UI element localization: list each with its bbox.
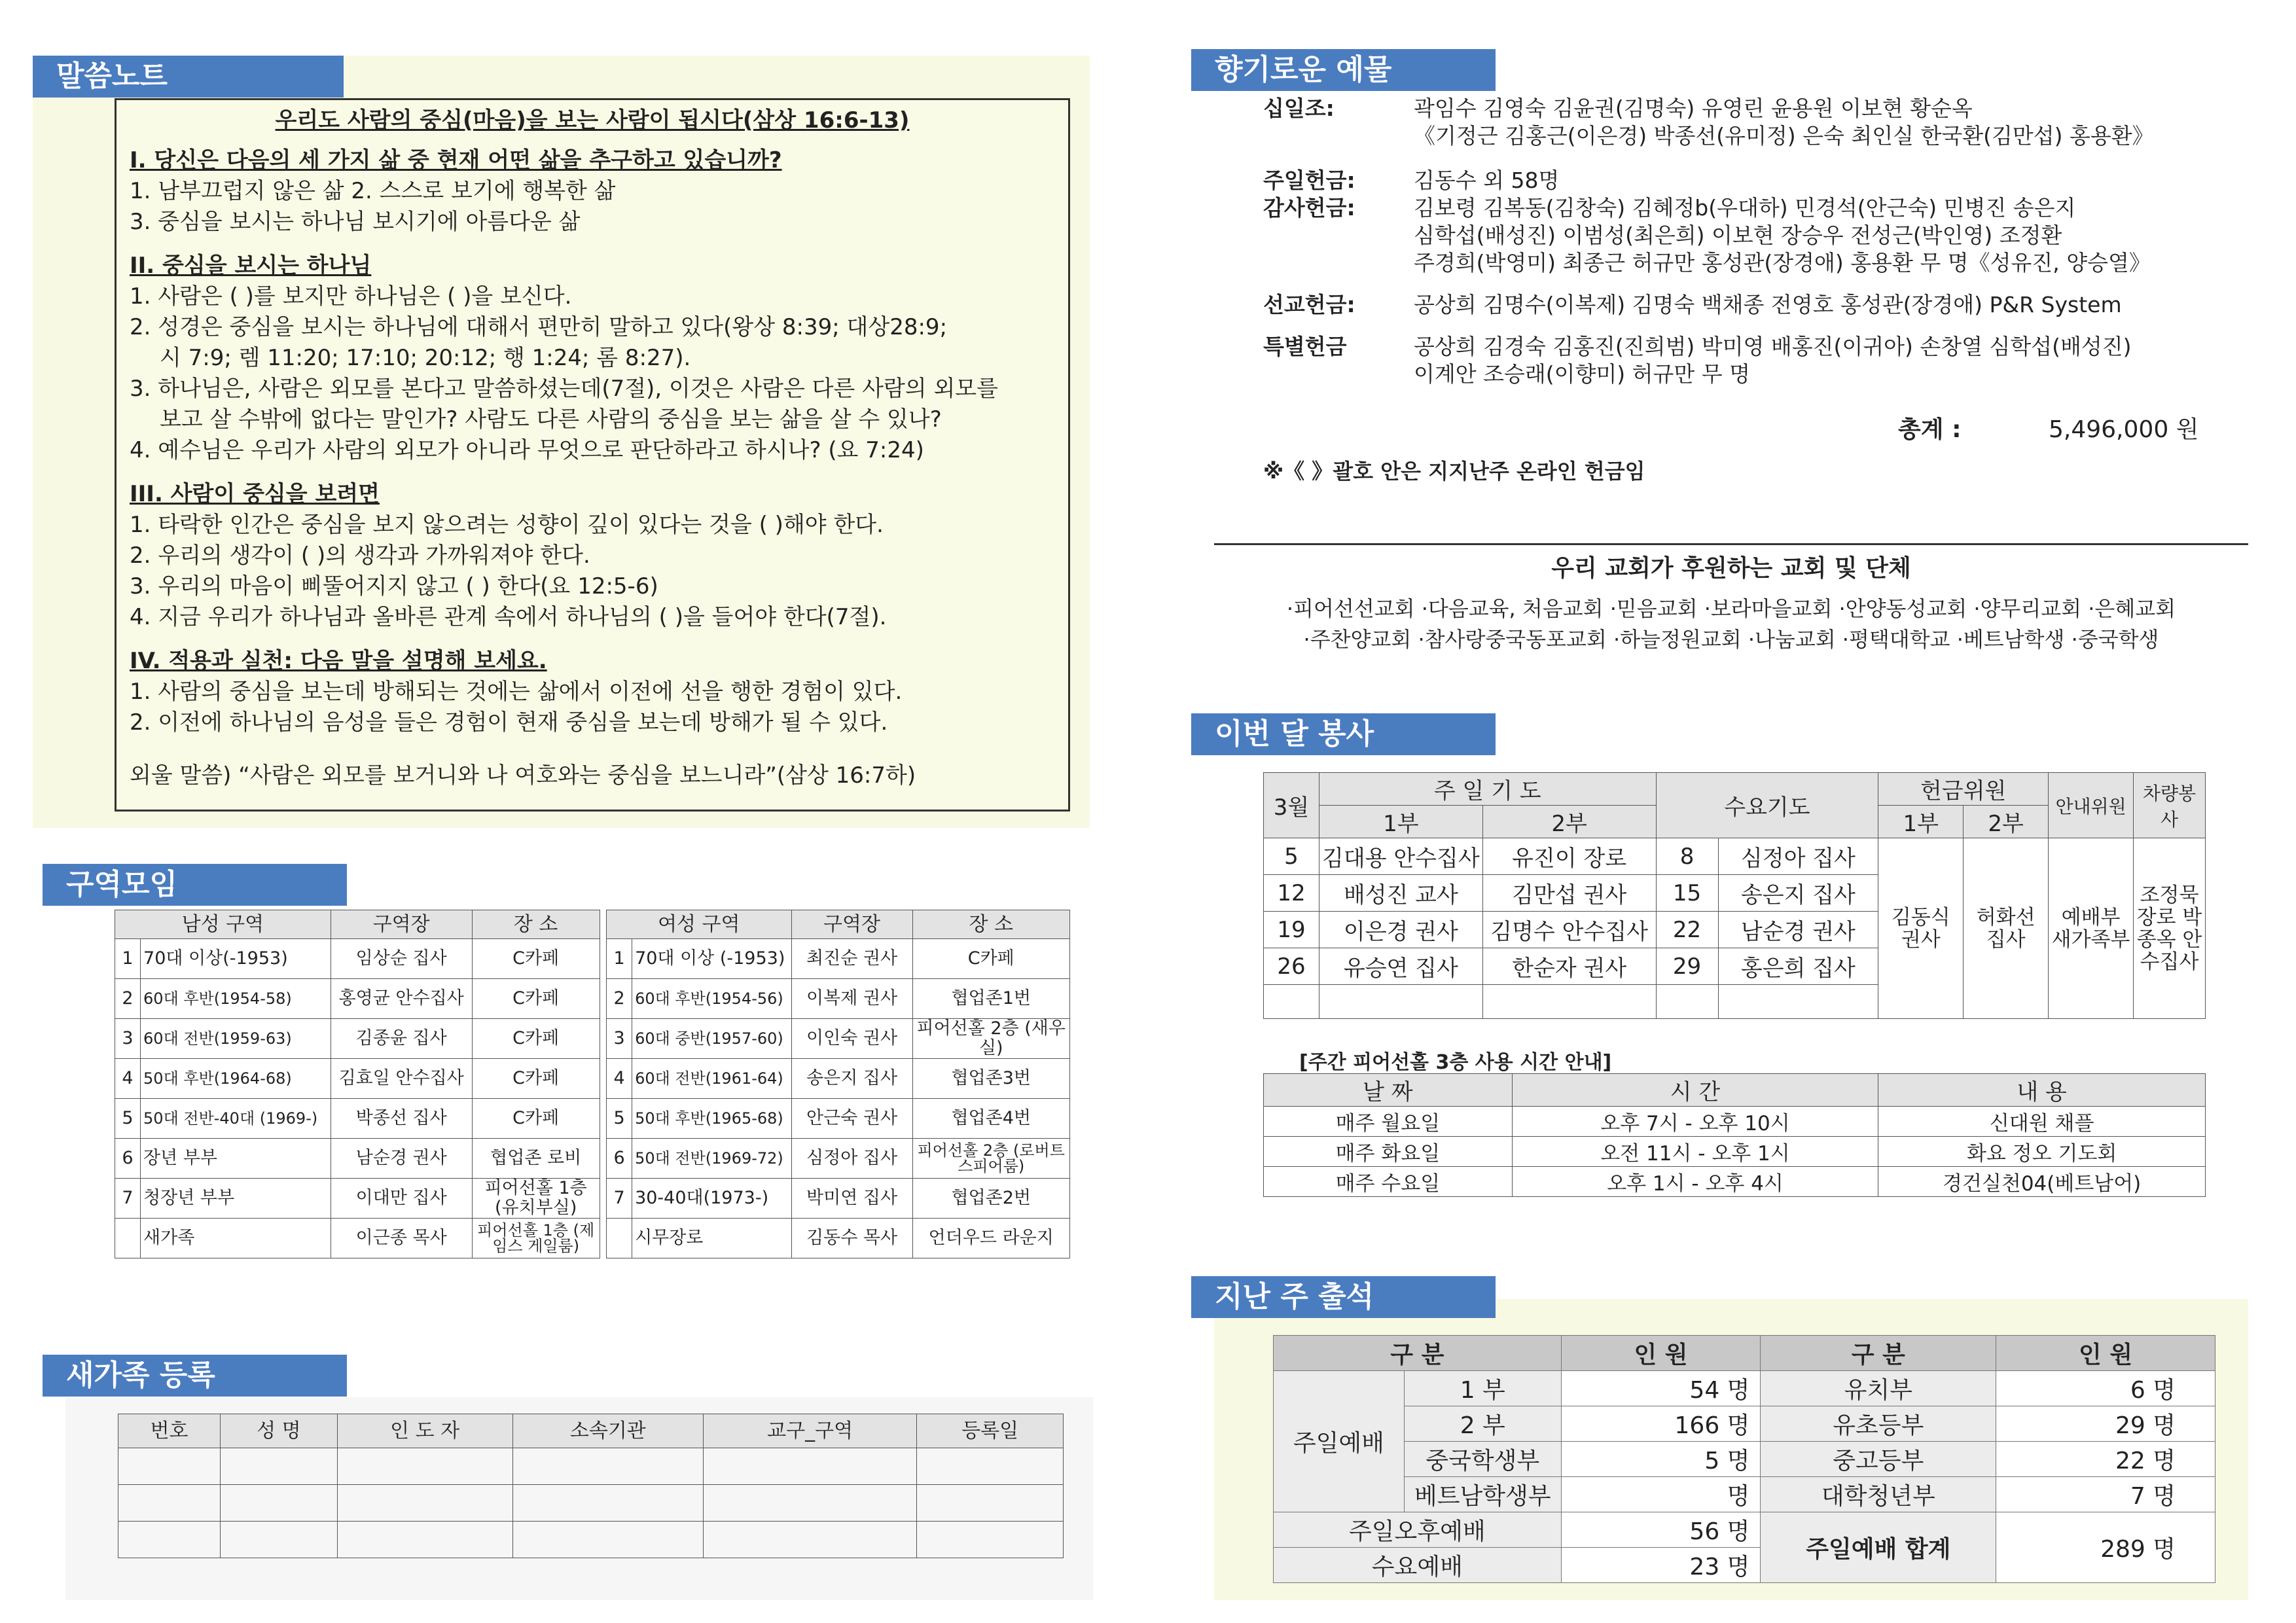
offering-label: 감사헌금:: [1263, 195, 1355, 221]
district-cell: 60대 중반(1957-60): [632, 1019, 792, 1059]
row-number: 4: [115, 1059, 141, 1099]
district-cell: 60대 후반(1954-58): [141, 979, 331, 1019]
sermon-line: 시 7:9; 렘 11:20; 17:10; 20:12; 행 1:24; 롬 8:27).: [160, 345, 691, 371]
offering-header: 향기로운 예물: [1191, 49, 1496, 91]
district-cell: 50대 후반(1964-68): [141, 1059, 331, 1099]
district-cell: 이복제 권사: [791, 979, 912, 1019]
row-number: 1: [115, 939, 141, 979]
attendance-header: 지난 주 출석: [1191, 1276, 1496, 1318]
att-label: 베트남학생부: [1404, 1477, 1561, 1512]
offering-row: [1263, 194, 2245, 277]
hall-row: [1264, 1137, 2206, 1167]
col-header: 1부: [1319, 806, 1482, 838]
attendance-table-wrap: [1273, 1335, 2215, 1583]
district-cell: C카페: [472, 1099, 600, 1139]
district-cell: 최진순 권사: [791, 939, 912, 979]
district-cell: 이대만 집사: [331, 1179, 472, 1219]
district-row: [115, 939, 1070, 979]
district-cell: 협업존4번: [912, 1099, 1070, 1139]
col-header: 내 용: [1878, 1074, 2206, 1107]
hall-time: 오후 7시 - 오후 10시: [1512, 1107, 1878, 1137]
newfamily-header: 새가족 등록: [43, 1355, 347, 1397]
support-line: ·피어선선교회 ·다음교육, 처음교회 ·믿음교회 ·보라마을교회 ·안양동성교회 ·양무리교회 ·은혜교회: [1286, 596, 2176, 621]
table-gap: [600, 979, 606, 1019]
sunday-service-label: 주일예배: [1274, 1371, 1405, 1512]
district-cell: 장년 부부: [141, 1139, 331, 1179]
col-header: 날 짜: [1264, 1074, 1513, 1107]
offering-row: [1263, 167, 2245, 194]
row-number: 4: [607, 1059, 632, 1099]
service-row: [1264, 838, 2206, 875]
hall-row: [1264, 1167, 2206, 1197]
district-table-wrap: [115, 910, 1070, 1258]
offering-names: 《기정근 김홍근(이은경) 박종선(유미정) 은숙 최인실 한국환(김만섭) 홍용환》: [1414, 123, 2154, 149]
service-table-wrap: [1263, 772, 2206, 1019]
row-number: 6: [607, 1139, 632, 1179]
district-row: [115, 1139, 1070, 1179]
col-header: 수요기도: [1656, 773, 1878, 838]
offering-names: 주경희(박영미) 최종근 허규만 홍성관(장경애) 홍용환 무 명《성유진, 양승열》: [1414, 250, 2151, 276]
district-row: [115, 1059, 1070, 1099]
row-number: 3: [115, 1019, 141, 1059]
name: 유승연 집사: [1319, 948, 1482, 985]
district-row: [115, 1219, 1070, 1258]
row-number: 1: [607, 939, 632, 979]
date: 26: [1264, 948, 1319, 985]
support-title: 우리 교회가 후원하는 교회 및 단체: [1551, 555, 1911, 582]
date: 12: [1264, 875, 1319, 912]
col-header: 인 원: [1561, 1336, 1761, 1371]
date: 5: [1264, 838, 1319, 875]
sermon-line: 1. 타락한 인간은 중심을 보지 않으려는 성향이 깊이 있다는 것을 ( )해야 한다.: [130, 512, 884, 538]
date: 29: [1656, 948, 1718, 985]
empty-row: [118, 1448, 1064, 1485]
row-number: 2: [115, 979, 141, 1019]
att-total-label: 주일예배 합계: [1761, 1512, 1996, 1583]
col-header: 등록일: [917, 1414, 1064, 1448]
name: 심정아 집사: [1718, 838, 1878, 875]
offering-names: 공상희 김경숙 김홍진(진희범) 박미영 배홍진(이귀아) 손창열 심학섭(배성진): [1414, 334, 2132, 359]
hall-row: [1264, 1107, 2206, 1137]
sermon-line: 1. 사람의 중심을 보는데 방해되는 것에는 삶에서 이전에 선을 행한 경험이 있다.: [130, 679, 903, 705]
col-header: 구 분: [1274, 1336, 1562, 1371]
district-row: [115, 1179, 1070, 1219]
name: 송은지 집사: [1718, 875, 1878, 912]
district-row: [115, 1019, 1070, 1059]
row-number: 3: [607, 1019, 632, 1059]
col-header: 1부: [1878, 806, 1964, 838]
att-label: 주일오후예배: [1274, 1512, 1562, 1548]
guide-committee: 예배부 새가족부: [2049, 838, 2134, 1019]
name: 홍은희 집사: [1718, 948, 1878, 985]
col-header: 소속기관: [512, 1414, 703, 1448]
att-count: 7 명: [1996, 1477, 2215, 1512]
district-cell: 언더우드 라운지: [912, 1219, 1070, 1258]
sermon-line: 1. 사람은 ( )를 보지만 하나님은 ( )을 보신다.: [130, 283, 572, 310]
offering-committee: 김동식 권사: [1878, 838, 1964, 1019]
att-total-count: 289 명: [1996, 1512, 2215, 1583]
newfamily-table-wrap: [118, 1414, 1064, 1558]
att-count: 6 명: [1996, 1371, 2215, 1406]
row-number: [115, 1219, 141, 1258]
col-header: 주 일 기 도: [1319, 773, 1656, 806]
district-cell: 김동수 목사: [791, 1219, 912, 1258]
sermon-title: 우리도 사람의 중심(마음)을 보는 사람이 됩시다(삼상 16:6-13): [275, 107, 910, 134]
att-count: 5 명: [1561, 1442, 1761, 1477]
district-cell: 50대 전반(1969-72): [632, 1139, 792, 1179]
col-header: 안내위원: [2049, 773, 2134, 838]
name: 남순경 권사: [1718, 912, 1878, 948]
district-cell: C카페: [472, 939, 600, 979]
support-line: ·주찬양교회 ·참사랑중국동포교회 ·하늘정원교회 ·나눔교회 ·평택대학교 ·베트남학생 ·중국학생: [1303, 627, 2159, 652]
sermon-line: 3. 하나님은, 사람은 외모를 본다고 말씀하셨는데(7절), 이것은 사람은 다른 사람의 외모를: [130, 376, 998, 402]
att-label: 중고등부: [1761, 1442, 1996, 1477]
district-cell: 시무장로: [632, 1219, 792, 1258]
hall-day: 매주 화요일: [1264, 1137, 1513, 1167]
sermon-line: 2. 이전에 하나님의 음성을 들은 경험이 현재 중심을 보는데 방해가 될 수 있다.: [130, 709, 888, 736]
vehicle-service: 조정묵 장로 박종옥 안수집사: [2134, 838, 2206, 1019]
sermon-line: 2. 성경은 중심을 보시는 하나님에 대해서 편만히 말하고 있다(왕상 8:39; 대상28:9;: [130, 314, 948, 340]
sermon-heading: II. 중심을 보시는 하나님: [130, 253, 372, 279]
row-number: 6: [115, 1139, 141, 1179]
offering-row: [1263, 95, 2245, 150]
district-cell: 30-40대(1973-): [632, 1179, 792, 1219]
att-label: 2 부: [1404, 1406, 1561, 1442]
offering-row: [1263, 291, 2245, 319]
row-number: 5: [115, 1099, 141, 1139]
hall-time: 오후 1시 - 오후 4시: [1512, 1167, 1878, 1197]
table-gap: [600, 1019, 606, 1059]
col-header: 성 명: [221, 1414, 337, 1448]
offering-committee: 허화선 집사: [1964, 838, 2049, 1019]
district-cell: C카페: [472, 1019, 600, 1059]
district-cell: 피어선홀 1층 (유치부실): [472, 1179, 600, 1219]
district-cell: 협업존1번: [912, 979, 1070, 1019]
offering-names: 김보령 김복동(김창숙) 김혜정b(우대하) 민경석(안근숙) 민병진 송은지: [1414, 195, 2076, 221]
col-header: 시 간: [1512, 1074, 1878, 1107]
sermon-line: 보고 살 수밖에 없다는 말인가? 사람도 다른 사람의 중심을 보는 삶을 살 수 있나?: [160, 406, 942, 433]
district-cell: 박미연 집사: [791, 1179, 912, 1219]
col-header: 2부: [1482, 806, 1656, 838]
att-count: 166 명: [1561, 1406, 1761, 1442]
district-cell: 협업존2번: [912, 1179, 1070, 1219]
hall-content: 화요 정오 기도회: [1878, 1137, 2206, 1167]
table-gap: [600, 1059, 606, 1099]
row-number: 7: [607, 1179, 632, 1219]
name: 배성진 교사: [1319, 875, 1482, 912]
sermon-line: 2. 우리의 생각이 ( )의 생각과 가까워져야 한다.: [130, 543, 590, 569]
district-cell: 피어선홀 1층 (제임스 게일룸): [472, 1219, 600, 1258]
offering-label: 십일조:: [1263, 96, 1335, 121]
att-count: 22 명: [1996, 1442, 2215, 1477]
table-gap: [600, 1099, 606, 1139]
offering-label: 선교헌금:: [1263, 292, 1355, 317]
district-cell: 김효일 안수집사: [331, 1059, 472, 1099]
district-cell: 새가족: [141, 1219, 331, 1258]
hall-title: [주간 피어선홀 3층 사용 시간 안내]: [1299, 1051, 1612, 1074]
col-header: 남성 구역: [115, 910, 331, 939]
hall-day: 매주 수요일: [1264, 1167, 1513, 1197]
newfamily-table: [118, 1414, 1064, 1558]
att-count: 명: [1561, 1477, 1761, 1512]
district-cell: 이인숙 권사: [791, 1019, 912, 1059]
offering-note: ※《 》괄호 안은 지지난주 온라인 헌금임: [1263, 459, 1645, 484]
att-label: 수요예배: [1274, 1548, 1562, 1583]
col-header: 2부: [1964, 806, 2049, 838]
date: 8: [1656, 838, 1718, 875]
district-cell: 60대 후반(1954-56): [632, 979, 792, 1019]
offering-row: [1263, 333, 2245, 388]
sermon-line: 3. 중심을 보시는 하나님 보시기에 아름다운 삶: [130, 209, 581, 235]
district-row: [115, 1099, 1070, 1139]
district-table: [115, 910, 1070, 1258]
district-cell: 청장년 부부: [141, 1179, 331, 1219]
district-row: [115, 979, 1070, 1019]
date: 15: [1656, 875, 1718, 912]
district-cell: 피어선홀 2층 (로버트 스피어룸): [912, 1139, 1070, 1179]
name: 이은경 권사: [1319, 912, 1482, 948]
offering-label: 특별헌금: [1263, 334, 1347, 359]
att-label: 유치부: [1761, 1371, 1996, 1406]
memory-verse: 외울 말씀) “사람은 외모를 보거니와 나 여호와는 중심을 보느니라”(삼상 16:7하): [130, 762, 916, 789]
sermon-heading: I. 당신은 다음의 세 가지 삶 중 현재 어떤 삶을 추구하고 있습니까?: [130, 147, 782, 173]
district-cell: 임상순 집사: [331, 939, 472, 979]
col-header: 장 소: [472, 910, 600, 939]
district-cell: C카페: [472, 979, 600, 1019]
att-label: 대학청년부: [1761, 1477, 1996, 1512]
district-cell: C카페: [472, 1059, 600, 1099]
sermon-box: [115, 98, 1070, 812]
col-header: 헌금위원: [1878, 773, 2049, 806]
offering-names: 이계안 조승래(이향미) 허규만 무 명: [1414, 361, 1750, 387]
col-header: 인 도 자: [337, 1414, 512, 1448]
col-header: 차량봉사: [2134, 773, 2206, 838]
offering-label: 주일헌금:: [1263, 168, 1355, 193]
district-cell: 홍영균 안수집사: [331, 979, 472, 1019]
hall-content: 신대원 채플: [1878, 1107, 2206, 1137]
table-gap: [600, 1179, 606, 1219]
att-count: 23 명: [1561, 1548, 1761, 1583]
hall-day: 매주 월요일: [1264, 1107, 1513, 1137]
col-header: 번호: [118, 1414, 221, 1448]
col-header: 교구_구역: [703, 1414, 916, 1448]
name: 김대용 안수집사: [1319, 838, 1482, 875]
district-cell: 남순경 권사: [331, 1139, 472, 1179]
hall-time: 오전 11시 - 오후 1시: [1512, 1137, 1878, 1167]
offering-list: [1263, 95, 2245, 388]
district-cell: 피어선홀 2층 (새우실): [912, 1019, 1070, 1059]
name: 유진이 장로: [1482, 838, 1656, 875]
row-number: 2: [607, 979, 632, 1019]
col-header: 인 원: [1996, 1336, 2215, 1371]
empty-row: [118, 1522, 1064, 1558]
district-cell: 50대 후반(1965-68): [632, 1099, 792, 1139]
district-cell: 심정아 집사: [791, 1139, 912, 1179]
name: 한순자 권사: [1482, 948, 1656, 985]
month-cell: 3월: [1264, 773, 1319, 838]
col-header: 구 분: [1761, 1336, 1996, 1371]
attendance-table: [1273, 1335, 2215, 1583]
district-cell: 50대 전반-40대 (1969-): [141, 1099, 331, 1139]
att-label: 중국학생부: [1404, 1442, 1561, 1477]
sermon-line: 3. 우리의 마음이 삐뚤어지지 않고 ( ) 한다(요 12:5-6): [130, 573, 658, 599]
hall-table: [1263, 1073, 2206, 1197]
district-cell: 협업존 로비: [472, 1139, 600, 1179]
service-table: [1263, 772, 2206, 1019]
service-header: 이번 달 봉사: [1191, 713, 1496, 755]
district-cell: 박종선 집사: [331, 1099, 472, 1139]
table-gap: [600, 1139, 606, 1179]
sermon-heading: IV. 적용과 실천: 다음 말을 설명해 보세요.: [130, 648, 547, 674]
col-header: 장 소: [912, 910, 1070, 939]
sermon-line: 4. 예수님은 우리가 사람의 외모가 아니라 무엇으로 판단하라고 하시나? (요 7:24): [130, 437, 924, 463]
offering-names: 김동수 외 58명: [1414, 168, 1560, 193]
sermon-line: 1. 남부끄럽지 않은 삶 2. 스스로 보기에 행복한 삶: [130, 178, 616, 204]
row-number: 5: [607, 1099, 632, 1139]
sermon-header: 말씀노트: [33, 56, 344, 98]
district-cell: 70대 이상 (-1953): [632, 939, 792, 979]
offering-total-label: 총계 :: [1898, 416, 1962, 443]
district-cell: 60대 전반(1961-64): [632, 1059, 792, 1099]
sermon-heading: III. 사람이 중심을 보려면: [130, 481, 380, 507]
hall-content: 경건실천04(베트남어): [1878, 1167, 2206, 1197]
table-gap: [600, 1219, 606, 1258]
row-number: 7: [115, 1179, 141, 1219]
offering-total-value: 5,496,000 원: [2049, 416, 2199, 443]
offering-names: 심학섭(배성진) 이범성(최은희) 이보현 장승우 전성근(박인영) 조정환: [1414, 223, 2062, 248]
sermon-line: 4. 지금 우리가 하나님과 올바른 관계 속에서 하나님의 ( )을 들어야 한다(7절).: [130, 604, 887, 630]
district-cell: C카페: [912, 939, 1070, 979]
district-cell: 이근종 목사: [331, 1219, 472, 1258]
district-cell: 김종윤 집사: [331, 1019, 472, 1059]
att-count: 54 명: [1561, 1371, 1761, 1406]
offering-names: 곽임수 김영숙 김윤권(김명숙) 유영린 윤용원 이보현 황순옥: [1414, 96, 1973, 121]
hall-table-wrap: [1263, 1073, 2206, 1197]
name: 김만섭 권사: [1482, 875, 1656, 912]
table-gap: [600, 939, 606, 979]
att-count: 29 명: [1996, 1406, 2215, 1442]
divider: [1214, 543, 2248, 545]
att-label: 유초등부: [1761, 1406, 1996, 1442]
col-header: 구역장: [331, 910, 472, 939]
district-cell: 송은지 집사: [791, 1059, 912, 1099]
offering-names: 공상희 김명수(이복제) 김명숙 백채종 전영호 홍성관(장경애) P&R System: [1414, 292, 2122, 317]
district-cell: 70대 이상(-1953): [141, 939, 331, 979]
att-count: 56 명: [1561, 1512, 1761, 1548]
att-label: 1 부: [1404, 1371, 1561, 1406]
empty-row: [118, 1485, 1064, 1522]
name: 김명수 안수집사: [1482, 912, 1656, 948]
row-number: [607, 1219, 632, 1258]
district-cell: 협업존3번: [912, 1059, 1070, 1099]
col-header: 여성 구역: [607, 910, 792, 939]
district-header: 구역모임: [43, 864, 347, 906]
date: 22: [1656, 912, 1718, 948]
district-cell: 60대 전반(1959-63): [141, 1019, 331, 1059]
col-header: 구역장: [791, 910, 912, 939]
district-cell: 안근숙 권사: [791, 1099, 912, 1139]
date: 19: [1264, 912, 1319, 948]
